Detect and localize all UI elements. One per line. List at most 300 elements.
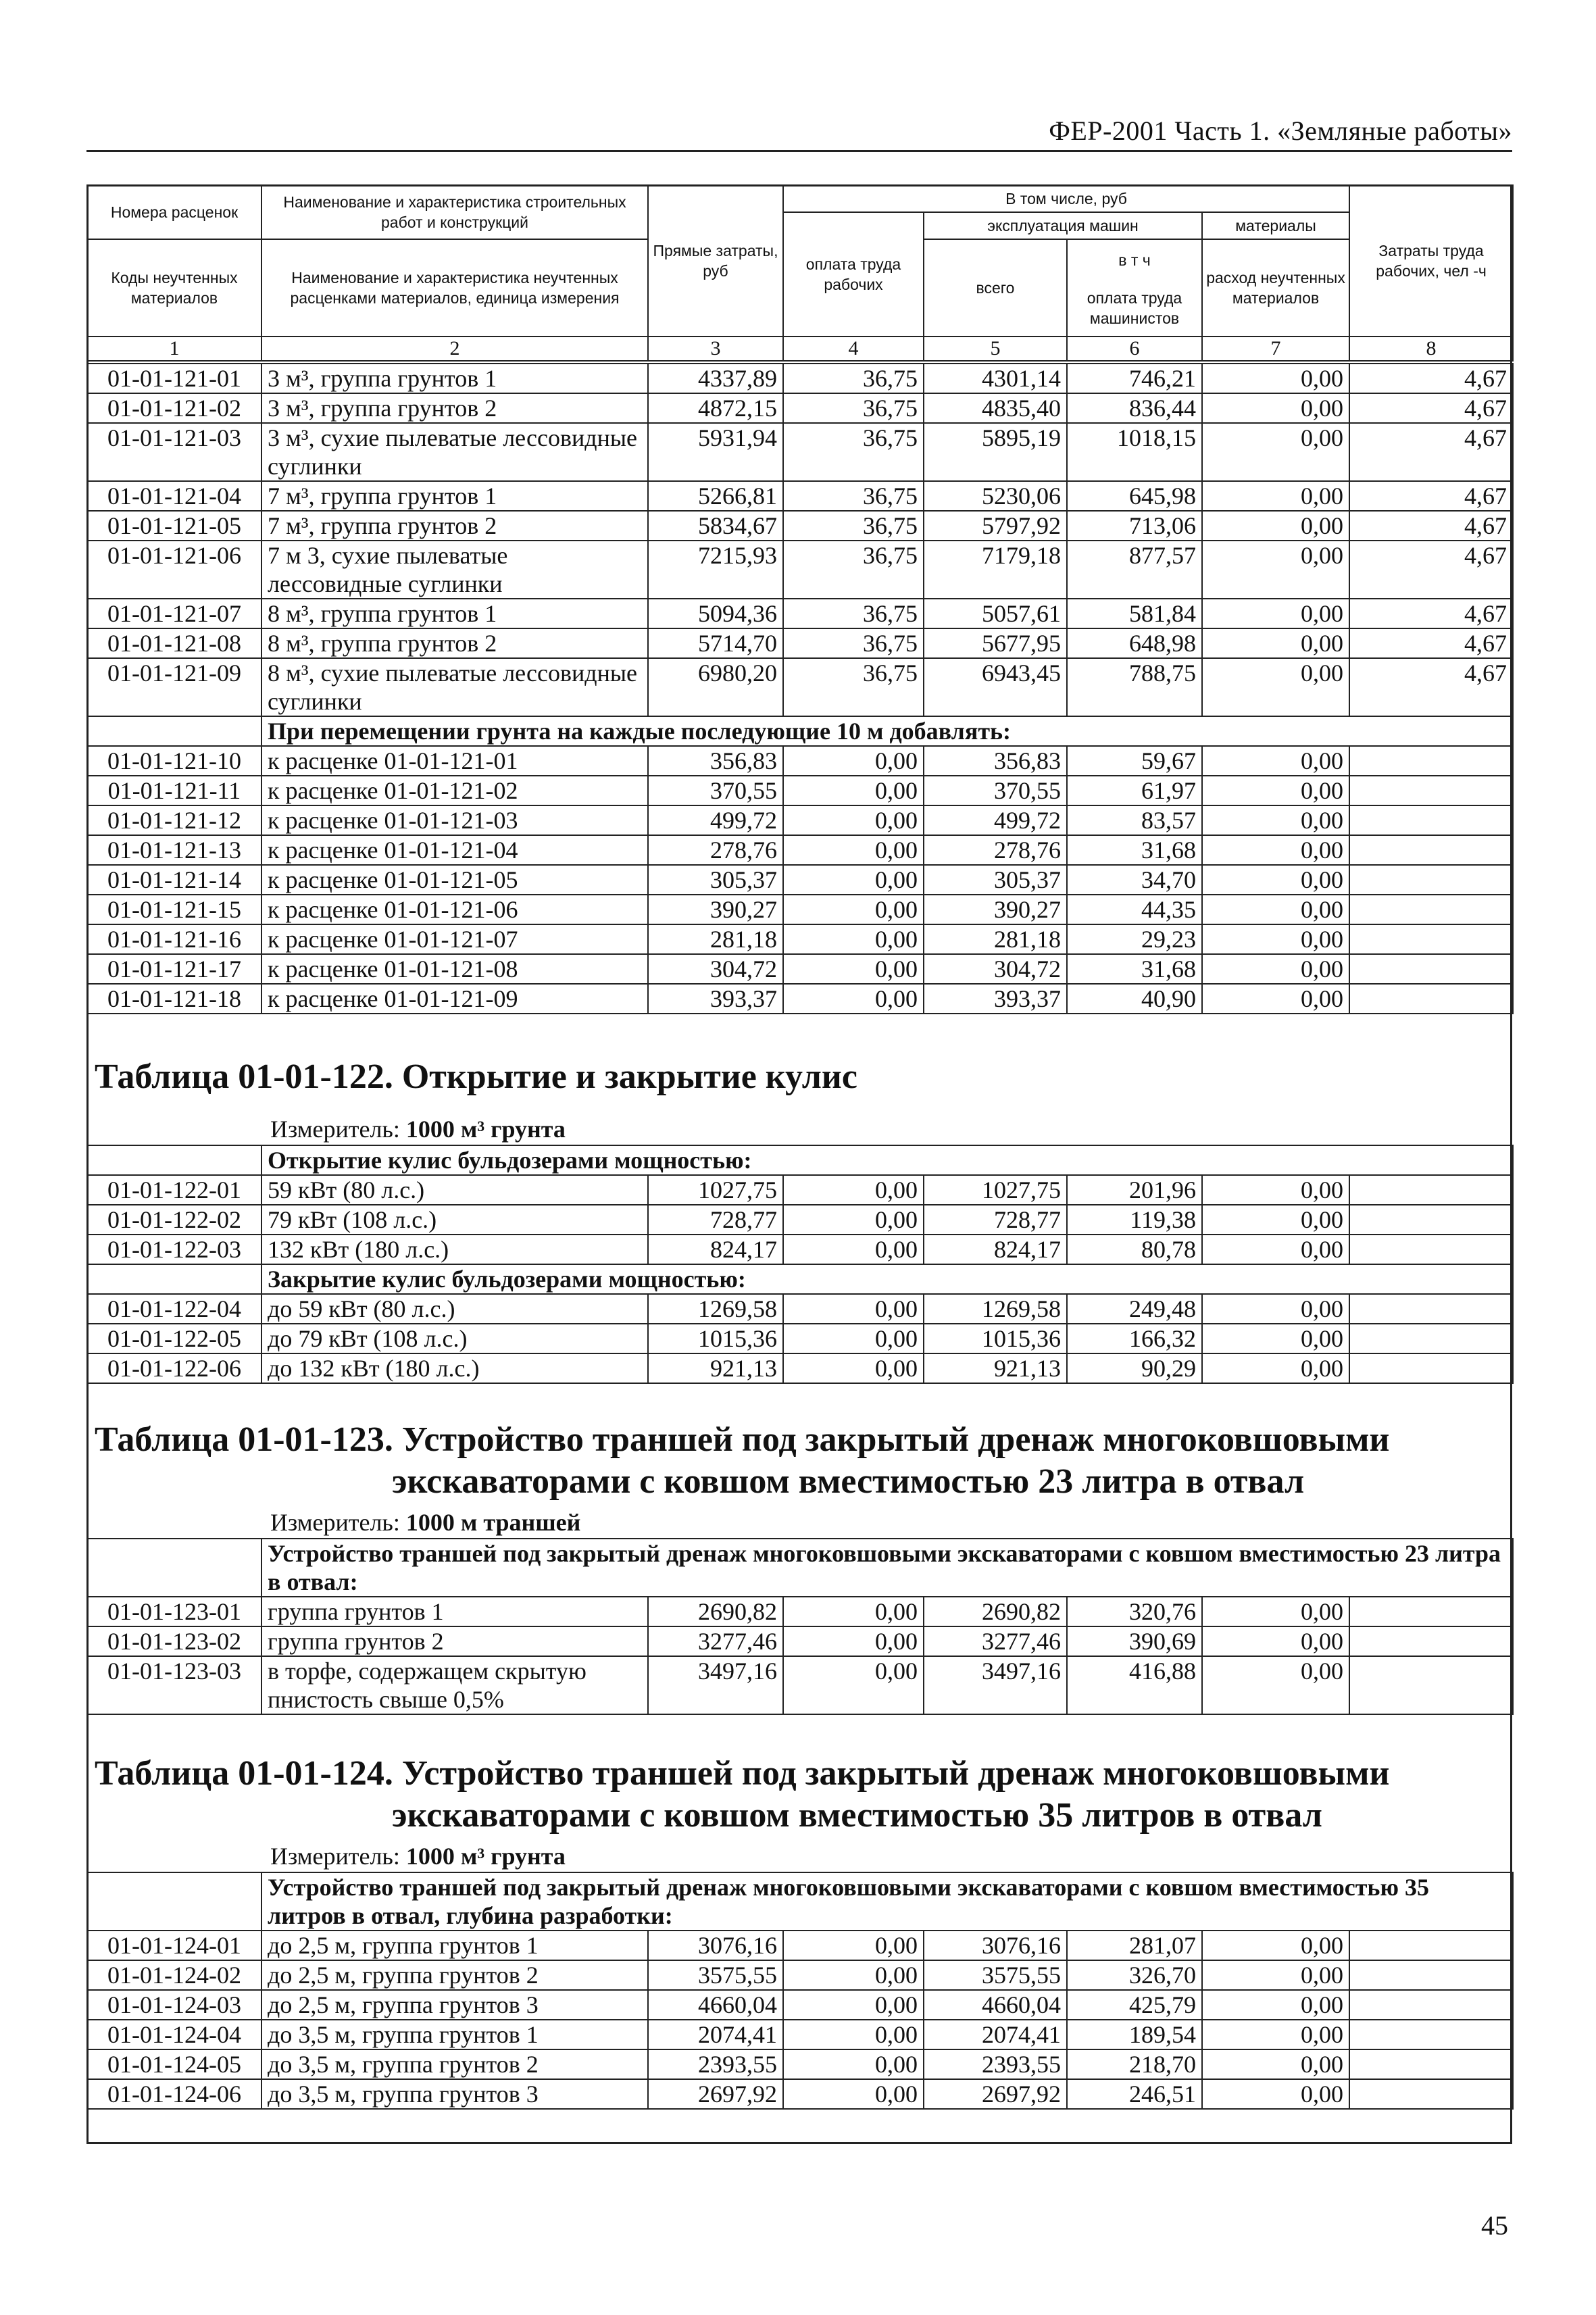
table-row [87, 1324, 1513, 1353]
rate-code: 01-01-121-13 [87, 835, 261, 865]
direct-costs: 281,18 [648, 924, 783, 954]
worker-pay: 0,00 [783, 746, 924, 776]
labor-hours: 4,67 [1349, 393, 1513, 423]
machine-total: 278,76 [924, 835, 1067, 865]
table-123-meter [270, 1508, 580, 1537]
table-row [87, 2020, 1513, 2049]
labor-hours: 4,67 [1349, 481, 1513, 511]
operator-pay: 31,68 [1067, 835, 1202, 865]
operator-pay: 166,32 [1067, 1324, 1202, 1353]
col-index: 6 [1067, 337, 1202, 361]
operator-pay: 40,90 [1067, 984, 1202, 1014]
operator-pay: 648,98 [1067, 628, 1202, 658]
worker-pay: 0,00 [783, 1235, 924, 1264]
table-row [87, 599, 1513, 628]
operator-pay: 34,70 [1067, 865, 1202, 895]
labor-hours [1349, 984, 1513, 1014]
worker-pay: 36,75 [783, 423, 924, 481]
table-row [87, 1990, 1513, 2020]
section-row [87, 716, 1513, 746]
machine-total: 281,18 [924, 924, 1067, 954]
labor-hours [1349, 1597, 1513, 1626]
rate-code: 01-01-121-10 [87, 746, 261, 776]
table-row [87, 1626, 1513, 1656]
machine-total: 5677,95 [924, 628, 1067, 658]
labor-hours [1349, 1931, 1513, 1960]
rate-name: 8 м³, группа грунтов 1 [261, 599, 648, 628]
labor-hours [1349, 776, 1513, 805]
rate-code: 01-01-121-07 [87, 599, 261, 628]
labor-hours [1349, 1990, 1513, 2020]
materials: 0,00 [1202, 1353, 1349, 1383]
labor-hours [1349, 1960, 1513, 1990]
col-index: 7 [1202, 337, 1349, 361]
rate-code: 01-01-124-03 [87, 1990, 261, 2020]
machine-total: 3277,46 [924, 1626, 1067, 1656]
col-index: 2 [261, 337, 648, 361]
worker-pay: 36,75 [783, 541, 924, 599]
section-row [87, 1872, 1513, 1931]
worker-pay: 0,00 [783, 1626, 924, 1656]
rate-code: 01-01-124-04 [87, 2020, 261, 2049]
direct-costs: 278,76 [648, 835, 783, 865]
table-row [87, 924, 1513, 954]
materials: 0,00 [1202, 865, 1349, 895]
operator-pay: 29,23 [1067, 924, 1202, 954]
subsection-title: При перемещении грунта на каждые последующие 10 м добавлять: [261, 716, 1513, 746]
subsection-title: Устройство траншей под закрытый дренаж многоковшовыми экскаваторами с ковшом вместимостью 23 литра в отвал: [261, 1539, 1513, 1597]
rate-name: к расценке 01-01-121-01 [261, 746, 648, 776]
machine-total: 2697,92 [924, 2079, 1067, 2109]
rate-code: 01-01-124-02 [87, 1960, 261, 1990]
machine-total: 304,72 [924, 954, 1067, 984]
rate-code: 01-01-121-01 [87, 364, 261, 393]
rate-name: до 2,5 м, группа грунтов 1 [261, 1931, 648, 1960]
rate-name: к расценке 01-01-121-09 [261, 984, 648, 1014]
materials: 0,00 [1202, 658, 1349, 716]
worker-pay: 0,00 [783, 1990, 924, 2020]
machine-total: 728,77 [924, 1205, 1067, 1235]
direct-costs: 2690,82 [648, 1597, 783, 1626]
machine-total: 2690,82 [924, 1597, 1067, 1626]
labor-hours: 4,67 [1349, 541, 1513, 599]
worker-pay: 36,75 [783, 599, 924, 628]
table-row [87, 1175, 1513, 1205]
worker-pay: 0,00 [783, 924, 924, 954]
labor-hours: 4,67 [1349, 364, 1513, 393]
worker-pay: 0,00 [783, 984, 924, 1014]
rate-code: 01-01-121-05 [87, 511, 261, 541]
materials: 0,00 [1202, 984, 1349, 1014]
materials: 0,00 [1202, 835, 1349, 865]
machine-total: 7179,18 [924, 541, 1067, 599]
table-122 [86, 1145, 1514, 1384]
table-row [87, 1960, 1513, 1990]
meter-label: Измеритель: [270, 1116, 400, 1143]
rate-code: 01-01-121-04 [87, 481, 261, 511]
header-ekspl: эксплуатация машин [924, 212, 1202, 239]
table-row [87, 1235, 1513, 1264]
worker-pay: 0,00 [783, 2049, 924, 2079]
direct-costs: 2074,41 [648, 2020, 783, 2049]
header-oplata: оплата труда рабочих [783, 212, 924, 337]
labor-hours [1349, 1235, 1513, 1264]
empty-cell [87, 1872, 261, 1931]
rate-code: 01-01-121-18 [87, 984, 261, 1014]
table-row [87, 2049, 1513, 2079]
header-raskhod: расход неучтенных материалов [1202, 239, 1349, 337]
direct-costs: 3076,16 [648, 1931, 783, 1960]
direct-costs: 393,37 [648, 984, 783, 1014]
operator-pay: 581,84 [1067, 599, 1202, 628]
header-name2: Наименование и характеристика неучтенных расценками материалов, единица измерения [261, 239, 648, 337]
worker-pay: 36,75 [783, 511, 924, 541]
labor-hours [1349, 1324, 1513, 1353]
operator-pay: 31,68 [1067, 954, 1202, 984]
rate-code: 01-01-122-04 [87, 1294, 261, 1324]
labor-hours [1349, 805, 1513, 835]
direct-costs: 5714,70 [648, 628, 783, 658]
table-row [87, 364, 1513, 393]
labor-hours [1349, 924, 1513, 954]
table-124-title [95, 1753, 1390, 1837]
worker-pay: 36,75 [783, 393, 924, 423]
rate-name: до 79 кВт (108 л.с.) [261, 1324, 648, 1353]
col-index: 8 [1349, 337, 1513, 361]
table-124 [86, 1872, 1514, 2110]
direct-costs: 5094,36 [648, 599, 783, 628]
meter-value: 1000 м³ грунта [405, 1116, 566, 1143]
worker-pay: 0,00 [783, 805, 924, 835]
worker-pay: 0,00 [783, 1324, 924, 1353]
materials: 0,00 [1202, 481, 1349, 511]
table-122-title: Таблица 01-01-122. Открытие и закрытие кулис [95, 1057, 857, 1096]
labor-hours [1349, 1353, 1513, 1383]
labor-hours [1349, 2020, 1513, 2049]
labor-hours [1349, 2079, 1513, 2109]
materials: 0,00 [1202, 1294, 1349, 1324]
rate-code: 01-01-122-01 [87, 1175, 261, 1205]
col-index: 4 [783, 337, 924, 361]
direct-costs: 1015,36 [648, 1324, 783, 1353]
worker-pay: 36,75 [783, 628, 924, 658]
section-row [87, 1539, 1513, 1597]
materials: 0,00 [1202, 1235, 1349, 1264]
table-row [87, 628, 1513, 658]
rate-name: в торфе, содержащем скрытую пнистость свыше 0,5% [261, 1656, 648, 1714]
operator-pay: 61,97 [1067, 776, 1202, 805]
machine-total: 3076,16 [924, 1931, 1067, 1960]
col-index: 3 [648, 337, 783, 361]
operator-pay: 246,51 [1067, 2079, 1202, 2109]
header-nomera: Номера расценок [87, 185, 261, 239]
labor-hours [1349, 746, 1513, 776]
direct-costs: 370,55 [648, 776, 783, 805]
operator-pay: 877,57 [1067, 541, 1202, 599]
direct-costs: 2393,55 [648, 2049, 783, 2079]
table-row [87, 835, 1513, 865]
operator-pay: 59,67 [1067, 746, 1202, 776]
table-124-meter [270, 1842, 566, 1870]
table-row [87, 423, 1513, 481]
direct-costs: 2697,92 [648, 2079, 783, 2109]
table-row [87, 865, 1513, 895]
rate-name: 132 кВт (180 л.с.) [261, 1235, 648, 1264]
worker-pay: 0,00 [783, 2079, 924, 2109]
header-oplata-mash: оплата труда машинистов [1067, 280, 1202, 337]
machine-total: 4301,14 [924, 364, 1067, 393]
operator-pay: 119,38 [1067, 1205, 1202, 1235]
worker-pay: 0,00 [783, 865, 924, 895]
rate-name: группа грунтов 1 [261, 1597, 648, 1626]
worker-pay: 0,00 [783, 895, 924, 924]
operator-pay: 44,35 [1067, 895, 1202, 924]
materials: 0,00 [1202, 2049, 1349, 2079]
machine-total: 2074,41 [924, 2020, 1067, 2049]
column-header [86, 184, 1514, 362]
materials: 0,00 [1202, 1324, 1349, 1353]
worker-pay: 0,00 [783, 1294, 924, 1324]
direct-costs: 5266,81 [648, 481, 783, 511]
direct-costs: 390,27 [648, 895, 783, 924]
labor-hours: 4,67 [1349, 628, 1513, 658]
rate-code: 01-01-122-05 [87, 1324, 261, 1353]
table-122-meter [270, 1115, 566, 1143]
direct-costs: 824,17 [648, 1235, 783, 1264]
machine-total: 5797,92 [924, 511, 1067, 541]
machine-total: 499,72 [924, 805, 1067, 835]
rate-code: 01-01-121-03 [87, 423, 261, 481]
operator-pay: 746,21 [1067, 364, 1202, 393]
rate-code: 01-01-121-16 [87, 924, 261, 954]
rate-name: к расценке 01-01-121-05 [261, 865, 648, 895]
rate-code: 01-01-124-05 [87, 2049, 261, 2079]
empty-cell [87, 1264, 261, 1294]
operator-pay: 281,07 [1067, 1931, 1202, 1960]
operator-pay: 201,96 [1067, 1175, 1202, 1205]
machine-total: 3575,55 [924, 1960, 1067, 1990]
labor-hours: 4,67 [1349, 511, 1513, 541]
direct-costs: 7215,93 [648, 541, 783, 599]
direct-costs: 4337,89 [648, 364, 783, 393]
worker-pay: 36,75 [783, 658, 924, 716]
header-rule [86, 150, 1512, 152]
empty-cell [87, 1145, 261, 1175]
worker-pay: 0,00 [783, 954, 924, 984]
table-row [87, 658, 1513, 716]
operator-pay: 390,69 [1067, 1626, 1202, 1656]
direct-costs: 5931,94 [648, 423, 783, 481]
labor-hours [1349, 865, 1513, 895]
header-vsego: всего [924, 239, 1067, 337]
operator-pay: 836,44 [1067, 393, 1202, 423]
worker-pay: 0,00 [783, 1353, 924, 1383]
rate-code: 01-01-124-06 [87, 2079, 261, 2109]
materials: 0,00 [1202, 1597, 1349, 1626]
operator-pay: 80,78 [1067, 1235, 1202, 1264]
labor-hours [1349, 1656, 1513, 1714]
machine-total: 5230,06 [924, 481, 1067, 511]
rate-code: 01-01-121-02 [87, 393, 261, 423]
rate-name: к расценке 01-01-121-04 [261, 835, 648, 865]
machine-total: 305,37 [924, 865, 1067, 895]
direct-costs: 356,83 [648, 746, 783, 776]
worker-pay: 36,75 [783, 481, 924, 511]
table-row [87, 1597, 1513, 1626]
machine-total: 1269,58 [924, 1294, 1067, 1324]
table-123-title-line1: Таблица 01-01-123. Устройство траншей под закрытый дренаж многоковшовыми [95, 1420, 1390, 1459]
rate-name: 8 м³, сухие пылеватые лессовидные суглинки [261, 658, 648, 716]
table-123 [86, 1538, 1514, 1715]
rate-name: 7 м³, группа грунтов 2 [261, 511, 648, 541]
labor-hours [1349, 1626, 1513, 1656]
direct-costs: 4660,04 [648, 1990, 783, 2020]
direct-costs: 921,13 [648, 1353, 783, 1383]
table-row [87, 511, 1513, 541]
rate-name: 7 м 3, сухие пылеватые лессовидные суглинки [261, 541, 648, 599]
rate-code: 01-01-121-15 [87, 895, 261, 924]
machine-total: 921,13 [924, 1353, 1067, 1383]
machine-total: 356,83 [924, 746, 1067, 776]
machine-total: 1015,36 [924, 1324, 1067, 1353]
materials: 0,00 [1202, 1990, 1349, 2020]
meter-label: Измеритель: [270, 1509, 400, 1536]
materials: 0,00 [1202, 805, 1349, 835]
materials: 0,00 [1202, 1626, 1349, 1656]
header-kody: Коды неучтенных материалов [87, 239, 261, 337]
table-row [87, 895, 1513, 924]
materials: 0,00 [1202, 364, 1349, 393]
labor-hours: 4,67 [1349, 599, 1513, 628]
worker-pay: 0,00 [783, 1205, 924, 1235]
rate-name: 8 м³, группа грунтов 2 [261, 628, 648, 658]
materials: 0,00 [1202, 423, 1349, 481]
machine-total: 824,17 [924, 1235, 1067, 1264]
table-row [87, 954, 1513, 984]
operator-pay: 90,29 [1067, 1353, 1202, 1383]
materials: 0,00 [1202, 541, 1349, 599]
subsection-title: Закрытие кулис бульдозерами мощностью: [261, 1264, 1513, 1294]
rate-name: к расценке 01-01-121-02 [261, 776, 648, 805]
header-zatraty: Затраты труда рабочих, чел -ч [1349, 185, 1513, 337]
materials: 0,00 [1202, 954, 1349, 984]
rate-name: к расценке 01-01-121-03 [261, 805, 648, 835]
operator-pay: 189,54 [1067, 2020, 1202, 2049]
operator-pay: 645,98 [1067, 481, 1202, 511]
rate-name: до 2,5 м, группа грунтов 3 [261, 1990, 648, 2020]
meter-value: 1000 м³ грунта [405, 1843, 566, 1870]
labor-hours: 4,67 [1349, 658, 1513, 716]
header-materialy: материалы [1202, 212, 1349, 239]
table-row [87, 984, 1513, 1014]
direct-costs: 3575,55 [648, 1960, 783, 1990]
table-row [87, 776, 1513, 805]
rate-code: 01-01-123-02 [87, 1626, 261, 1656]
materials: 0,00 [1202, 628, 1349, 658]
table-row [87, 805, 1513, 835]
subsection-title: Открытие кулис бульдозерами мощностью: [261, 1145, 1513, 1175]
rate-name: до 132 кВт (180 л.с.) [261, 1353, 648, 1383]
direct-costs: 3497,16 [648, 1656, 783, 1714]
materials: 0,00 [1202, 599, 1349, 628]
rate-name: до 59 кВт (80 л.с.) [261, 1294, 648, 1324]
rate-name: до 3,5 м, группа грунтов 1 [261, 2020, 648, 2049]
materials: 0,00 [1202, 776, 1349, 805]
labor-hours [1349, 1175, 1513, 1205]
worker-pay: 0,00 [783, 1597, 924, 1626]
table-121 [86, 363, 1514, 1014]
worker-pay: 0,00 [783, 2020, 924, 2049]
rate-code: 01-01-121-14 [87, 865, 261, 895]
rate-name: до 3,5 м, группа грунтов 2 [261, 2049, 648, 2079]
table-123-title-line2: экскаваторами с ковшом вместимостью 23 литра в отвал [392, 1462, 1305, 1501]
direct-costs: 305,37 [648, 865, 783, 895]
worker-pay: 0,00 [783, 1656, 924, 1714]
machine-total: 4660,04 [924, 1990, 1067, 2020]
machine-total: 4835,40 [924, 393, 1067, 423]
labor-hours [1349, 2049, 1513, 2079]
table-row [87, 2079, 1513, 2109]
operator-pay: 416,88 [1067, 1656, 1202, 1714]
rate-code: 01-01-123-03 [87, 1656, 261, 1714]
machine-total: 393,37 [924, 984, 1067, 1014]
rate-code: 01-01-121-06 [87, 541, 261, 599]
direct-costs: 499,72 [648, 805, 783, 835]
meter-label: Измеритель: [270, 1843, 400, 1870]
rate-name: до 2,5 м, группа грунтов 2 [261, 1960, 648, 1990]
header-name: Наименование и характеристика строительных работ и конструкций [261, 185, 648, 239]
worker-pay: 0,00 [783, 835, 924, 865]
table-row [87, 1656, 1513, 1714]
rate-name: к расценке 01-01-121-08 [261, 954, 648, 984]
rate-code: 01-01-121-17 [87, 954, 261, 984]
operator-pay: 83,57 [1067, 805, 1202, 835]
rate-name: 59 кВт (80 л.с.) [261, 1175, 648, 1205]
materials: 0,00 [1202, 1960, 1349, 1990]
machine-total: 5895,19 [924, 423, 1067, 481]
operator-pay: 320,76 [1067, 1597, 1202, 1626]
machine-total: 1027,75 [924, 1175, 1067, 1205]
table-row [87, 541, 1513, 599]
direct-costs: 4872,15 [648, 393, 783, 423]
materials: 0,00 [1202, 1175, 1349, 1205]
materials: 0,00 [1202, 746, 1349, 776]
machine-total: 3497,16 [924, 1656, 1067, 1714]
materials: 0,00 [1202, 2079, 1349, 2109]
worker-pay: 0,00 [783, 1931, 924, 1960]
materials: 0,00 [1202, 924, 1349, 954]
worker-pay: 0,00 [783, 1175, 924, 1205]
rate-code: 01-01-122-02 [87, 1205, 261, 1235]
table-123-title [95, 1419, 1390, 1503]
table-row [87, 746, 1513, 776]
labor-hours [1349, 1294, 1513, 1324]
table-row [87, 1205, 1513, 1235]
materials: 0,00 [1202, 1205, 1349, 1235]
section-row [87, 1145, 1513, 1175]
operator-pay: 425,79 [1067, 1990, 1202, 2020]
direct-costs: 304,72 [648, 954, 783, 984]
materials: 0,00 [1202, 2020, 1349, 2049]
rate-code: 01-01-124-01 [87, 1931, 261, 1960]
labor-hours [1349, 1205, 1513, 1235]
operator-pay: 218,70 [1067, 2049, 1202, 2079]
rate-code: 01-01-121-12 [87, 805, 261, 835]
rate-code: 01-01-121-08 [87, 628, 261, 658]
materials: 0,00 [1202, 1931, 1349, 1960]
worker-pay: 0,00 [783, 1960, 924, 1990]
materials: 0,00 [1202, 1656, 1349, 1714]
